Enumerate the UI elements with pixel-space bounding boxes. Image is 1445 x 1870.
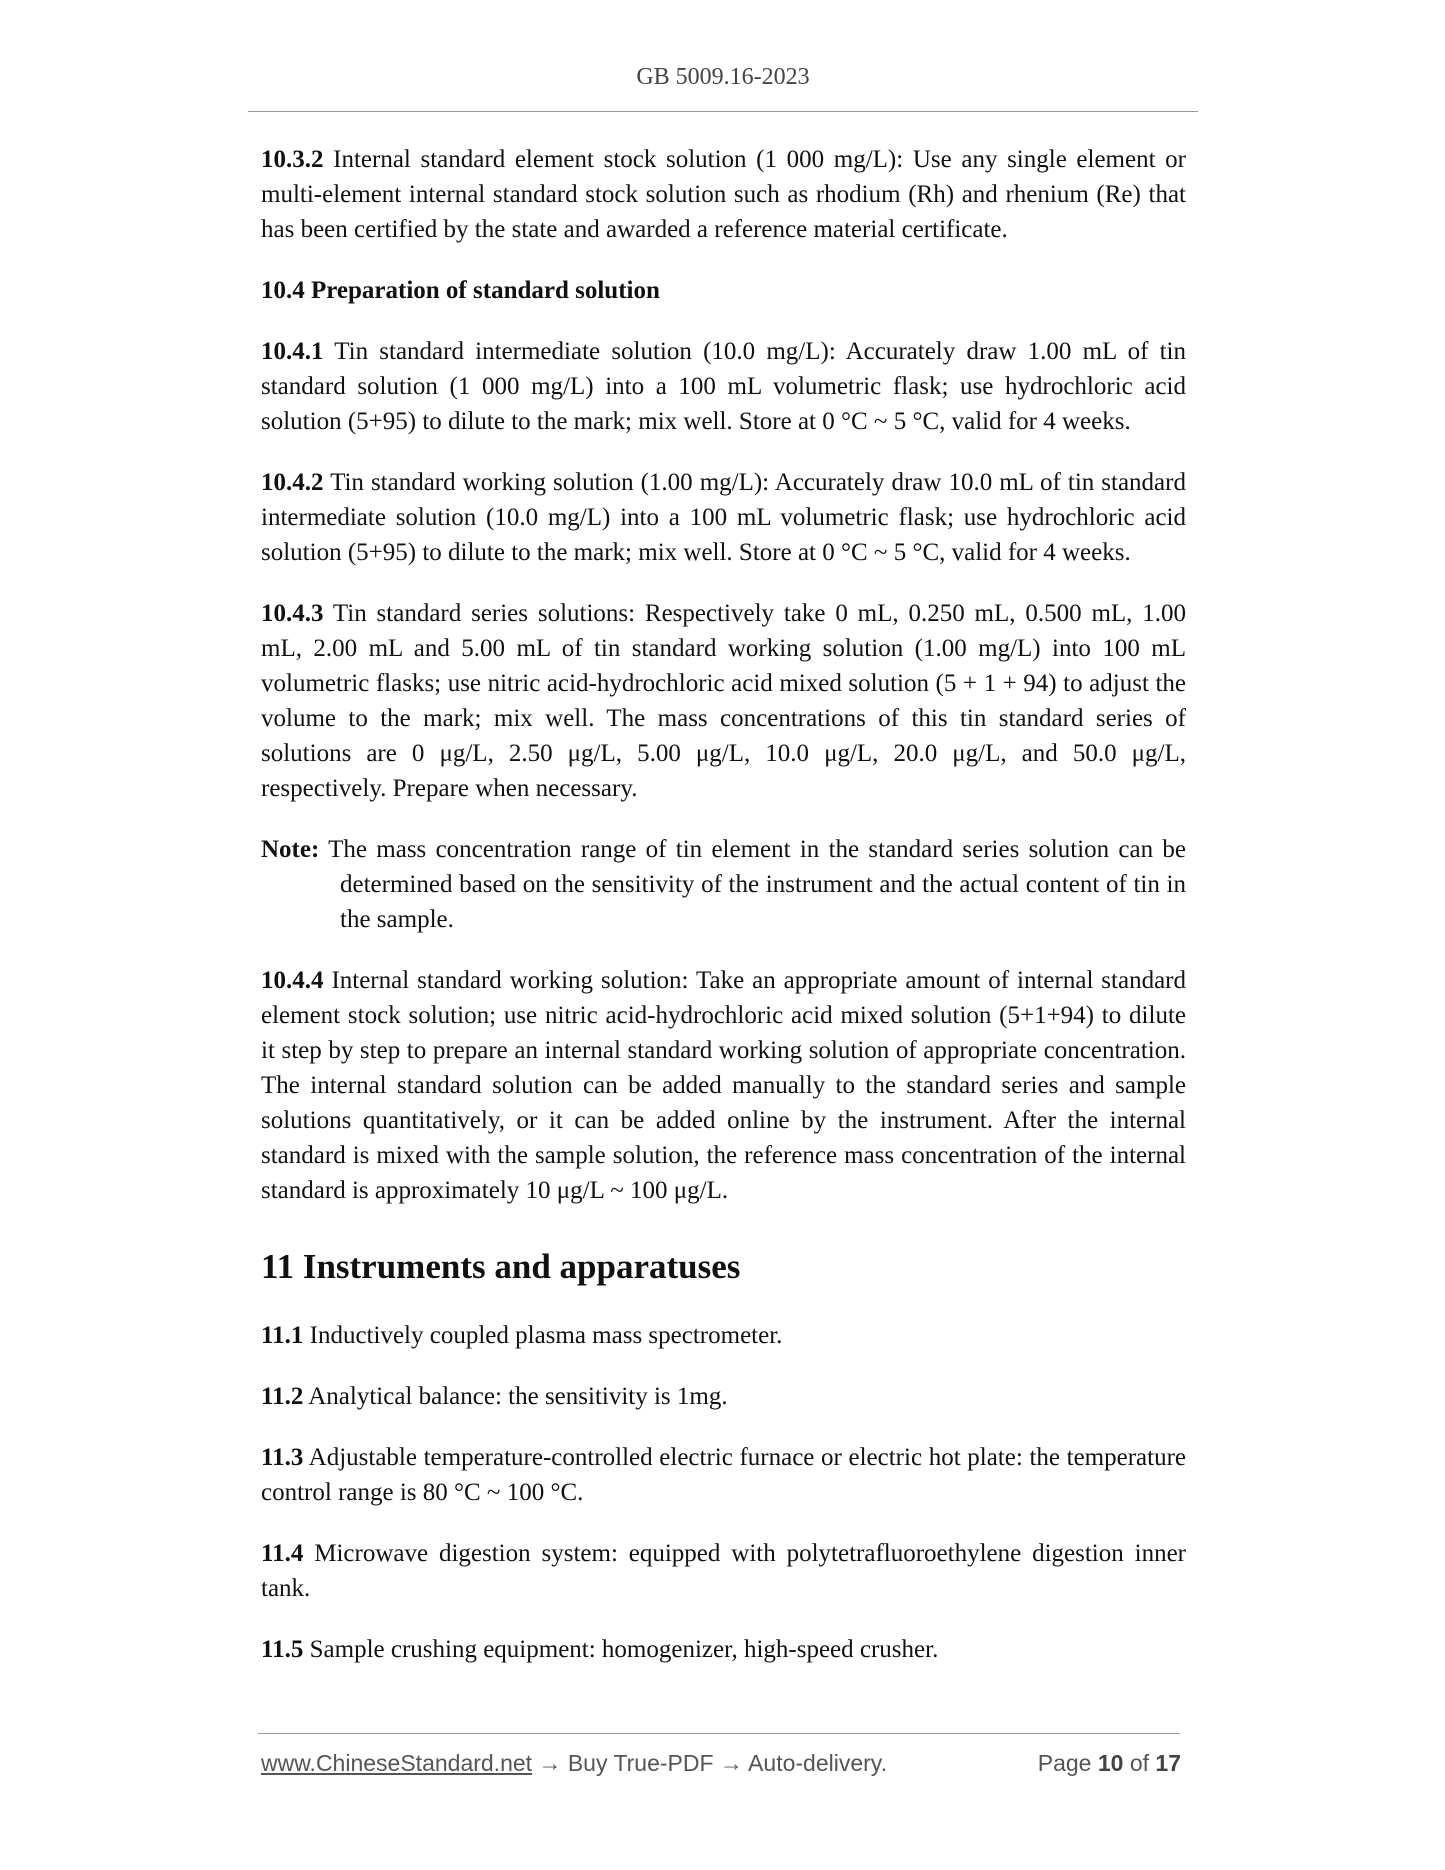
clause-number: 10.4.2 [261,469,324,496]
paragraph-10-4-3 [261,596,1186,806]
clause-number: 10.3.2 [261,146,324,173]
paragraph-10-4-1 [261,334,1186,439]
paragraph-10-4-2 [261,465,1186,570]
clause-number: 10.4.3 [261,600,324,627]
page-footer [261,1750,1181,1777]
clause-number: 11.4 [261,1540,304,1567]
paragraph-11-2 [261,1379,1186,1414]
clause-text: Analytical balance: the sensitivity is 1mg. [308,1383,728,1410]
website-link[interactable]: www.ChineseStandard.net [261,1750,533,1776]
subheading-10-4: 10.4 Preparation of standard solution [261,277,660,304]
clause-number: 11.3 [261,1444,304,1471]
header-divider [248,111,1198,112]
clause-text: Sample crushing equipment: homogenizer, high-speed crusher. [309,1636,939,1663]
note [261,832,1186,937]
clause-number: 11.5 [261,1636,304,1663]
clause-text: Tin standard working solution (1.00 mg/L): Accurately draw 10.0 mL of tin standard intermediate solution (10.0 mg/L) into a 100 mL volumetric flask; use hydrochloric acid solution (5+95) to dilute to the mark; mix well. Store at 0 °C ~ 5 °C, valid for 4 weeks. [261,469,1186,566]
paragraph-11-3 [261,1440,1186,1510]
note-text: The mass concentration range of tin element in the standard series solution can be determined based on the sensitivity of the instrument and the actual content of tin in the sample. [328,836,1186,933]
section-heading-11: 11 Instruments and apparatuses [261,1247,741,1286]
paragraph-11-5 [261,1632,1186,1667]
footer-divider [258,1733,1180,1734]
note-label: Note: [261,836,320,863]
clause-text: Adjustable temperature-controlled electric furnace or electric hot plate: the temperature control range is 80 °C ~ 100 °C. [261,1444,1186,1506]
paragraph-10-3-2 [261,142,1186,247]
of-word: of [1129,1750,1150,1776]
clause-number: 10.4.1 [261,338,324,365]
footer-promo-text: → Buy True-PDF → Auto-delivery. [532,1750,887,1776]
page-word: Page [1037,1750,1092,1776]
clause-text: Inductively coupled plasma mass spectrometer. [309,1322,783,1349]
clause-number: 11.1 [261,1322,304,1349]
clause-text: Internal standard working solution: Take an appropriate amount of internal standard element stock solution; use nitric acid-hydrochloric acid mixed solution (5+1+94) to dilute it step by step to prepare an internal standard working solution of appropriate concentration. The internal standard solution can be added manually to the standard series and sample solutions quantitatively, or it can be added online by the instrument. After the internal standard is mixed with the sample solution, the reference mass concentration of the internal standard is approximately 10 μg/L ~ 100 μg/L. [261,967,1187,1204]
clause-text: Tin standard intermediate solution (10.0 mg/L): Accurately draw 1.00 mL of tin standard solution (1 000 mg/L) into a 100 mL volumetric flask; use hydrochloric acid solution (5+95) to dilute to the mark; mix well. Store at 0 °C ~ 5 °C, valid for 4 weeks. [261,338,1186,435]
clause-text: Internal standard element stock solution (1 000 mg/L): Use any single element or multi-element internal standard stock solution such as rhodium (Rh) and rhenium (Re) that has been certified by the state and awarded a reference material certificate. [261,146,1187,243]
page-total: 17 [1155,1750,1181,1776]
clause-number: 10.4.4 [261,967,324,994]
page-indicator [1038,1750,1181,1777]
paragraph-10-4-4 [261,963,1186,1208]
clause-text: Microwave digestion system: equipped with polytetrafluoroethylene digestion inner tank. [261,1540,1186,1602]
paragraph-11-1 [261,1318,1186,1353]
clause-text: Tin standard series solutions: Respectively take 0 mL, 0.250 mL, 0.500 mL, 1.00 mL, 2.00 mL and 5.00 mL of tin standard working solution (1.00 mg/L) into 100 mL volumetric flasks; use nitric acid-hydrochloric acid mixed solution (5 + 1 + 94) to adjust the volume to the mark; mix well. The mass concentrations of this tin standard series of solutions are 0 μg/L, 2.50 μg/L, 5.00 μg/L, 10.0 μg/L, 20.0 μg/L, and 50.0 μg/L, respectively. Prepare when necessary. [261,600,1186,802]
page-header: GB 5009.16-2023 [636,64,810,90]
paragraph-11-4 [261,1536,1186,1606]
document-body [261,142,1186,1693]
clause-number: 11.2 [261,1383,304,1410]
page-current: 10 [1097,1750,1124,1776]
